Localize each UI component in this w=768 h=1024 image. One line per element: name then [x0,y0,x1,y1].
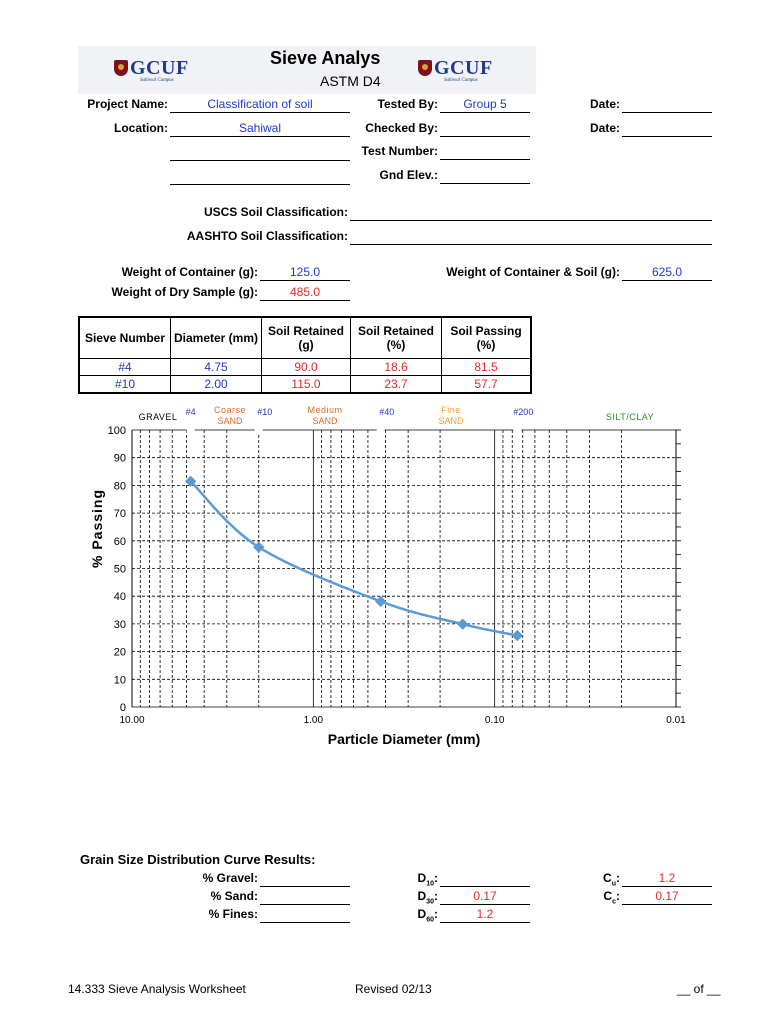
container-weight-field[interactable]: 125.0 [260,265,350,281]
logo-subtext: Sahiwal Campus [140,78,174,83]
gravel-field[interactable] [260,871,350,887]
y-tick-label: 30 [113,618,126,631]
d60-subscript: 60 [426,916,434,924]
sieve-marker-label: #40 [379,407,395,417]
date-label-1: Date: [589,97,620,111]
footer-middle: Revised 02/13 [355,982,432,996]
test-number-field[interactable] [440,144,530,160]
d30-label: $D_{30}$: [417,889,438,906]
location-label: Location: [114,121,168,135]
blank-field-1[interactable] [170,145,350,161]
cell-retained-g[interactable]: 115.0 [262,376,351,394]
table-row [79,376,531,394]
gravel-label: % Gravel: [202,871,258,885]
zone-label: Coarse [213,405,247,415]
project-name-field[interactable]: Classification of soil [170,97,350,113]
y-tick-label: 40 [113,591,126,604]
data-point [512,630,523,641]
dry-sample-label: Weight of Dry Sample (g): [111,285,258,299]
aashto-field[interactable] [350,229,712,245]
sieve-gap [377,427,385,433]
sieve-gap [513,427,521,433]
logo-text: GCUF [434,56,493,79]
cc-label: $C_c$: [603,889,620,906]
zone-label: Fine [441,405,461,415]
test-number-label: Test Number: [361,144,438,158]
gnd-elev-field[interactable] [440,168,530,184]
uscs-field[interactable] [350,205,712,221]
zone-label-line2: SAND [217,416,243,426]
d60-label: $D_{60}$: [417,907,438,924]
x-tick-label: 0.01 [666,715,686,726]
container-weight-label: Weight of Container (g): [121,265,258,279]
gcuf-logo-left [114,56,189,83]
logo-subtext: Sahiwal Campus [444,78,478,83]
tested-by-field[interactable]: Group 5 [440,97,530,113]
date-field-2[interactable] [622,121,712,137]
container-soil-field[interactable]: 625.0 [622,265,712,281]
zone-label: SILT/CLAY [605,412,655,422]
sand-field[interactable] [260,889,350,905]
uscs-label: USCS Soil Classification: [203,205,348,219]
d60-letter: D [417,907,427,921]
col-header: Soil Retained (g) [262,317,351,359]
data-point [375,596,386,607]
gcuf-logo-right [418,56,493,83]
col-header: Soil Retained (%) [351,317,442,359]
y-tick-label: 70 [113,508,126,521]
cu-field[interactable]: 1.2 [622,871,712,887]
col-header: Diameter (mm) [171,317,262,359]
y-axis-label: % Passing [89,488,105,569]
cell-retained-g[interactable]: 90.0 [262,359,351,376]
crest-icon [418,60,432,76]
location-field[interactable]: Sahiwal [170,121,350,137]
cc-letter: C [603,889,613,903]
zone-label-line2: SAND [438,416,464,426]
container-soil-label: Weight of Container & Soil (g): [446,265,620,279]
col-header: Soil Passing (%) [442,317,532,359]
table-row [79,359,531,376]
tested-by-label: Tested By: [377,97,438,111]
fines-field[interactable] [260,907,350,923]
zone-label: Medium [307,405,343,415]
x-tick-label: 0.10 [484,715,505,726]
table-header-row [79,317,531,359]
d30-subscript: 30 [426,898,434,906]
sieve-marker-label: #4 [185,407,196,417]
col-header: Sieve Number [79,317,171,359]
y-tick-label: 50 [113,563,126,576]
aashto-label: AASHTO Soil Classification: [186,229,348,243]
sieve-table [78,316,532,394]
blank-field-2[interactable] [170,169,350,185]
cell-sieve[interactable]: #10 [79,376,171,394]
cell-passing-pct: 81.5 [442,359,532,376]
data-point [457,619,468,630]
date-label-2: Date: [589,121,620,135]
footer-left: 14.333 Sieve Analysis Worksheet [68,982,246,996]
checked-by-label: Checked By: [365,121,438,135]
cc-subscript: c [612,898,616,906]
cell-diameter[interactable]: 4.75 [171,359,262,376]
cell-retained-pct: 23.7 [351,376,442,394]
grain-size-chart [0,395,768,755]
cell-sieve[interactable]: #4 [79,359,171,376]
y-tick-label: 60 [113,535,126,548]
x-axis-label: Particle Diameter (mm) [327,731,481,747]
zone-label-line2: SAND [312,416,338,426]
d10-letter: D [417,871,427,885]
gnd-elev-label: Gnd Elev.: [379,168,438,182]
cell-retained-pct: 18.6 [351,359,442,376]
y-tick-label: 90 [113,452,126,465]
cc-field[interactable]: 0.17 [622,889,712,905]
page-title: Sieve Analys [270,48,381,68]
page-subtitle: ASTM D4 [320,73,381,89]
logo-text: GCUF [130,56,189,79]
cu-letter: C [603,871,612,885]
x-tick-label: 1.00 [303,715,324,726]
cell-passing-pct: 57.7 [442,376,532,394]
cu-subscript: u [611,880,616,888]
date-field-1[interactable] [622,97,712,113]
d10-field[interactable] [440,871,530,887]
fines-label: % Fines: [208,907,258,921]
y-tick-label: 0 [119,702,126,714]
project-name-label: Project Name: [87,97,168,111]
results-title: Grain Size Distribution Curve Results: [80,852,316,867]
y-tick-label: 20 [113,646,126,659]
sieve-marker-label: #10 [257,407,273,417]
d60-field[interactable]: 1.2 [440,907,530,923]
y-tick-label: 100 [107,425,126,437]
checked-by-field[interactable] [440,121,530,137]
dry-sample-field[interactable]: 485.0 [260,285,350,301]
sieve-gap [255,427,263,433]
d10-label: $D_{10}$: [417,871,438,888]
x-tick-label: 10.00 [119,715,145,726]
sieve-gap [187,427,195,433]
sieve-marker-label: #200 [513,407,534,417]
y-tick-label: 80 [113,480,126,493]
y-tick-label: 10 [113,674,126,687]
footer-right: __ of __ [677,982,721,996]
cell-diameter[interactable]: 2.00 [171,376,262,394]
d30-field[interactable]: 0.17 [440,889,530,905]
crest-icon [114,60,128,76]
zone-label: GRAVEL [138,412,178,422]
sand-label: % Sand: [210,889,258,903]
d30-letter: D [417,889,427,903]
d10-subscript: 10 [426,880,434,888]
gradation-curve [191,481,518,635]
cu-label: $C_u$: [603,871,620,888]
